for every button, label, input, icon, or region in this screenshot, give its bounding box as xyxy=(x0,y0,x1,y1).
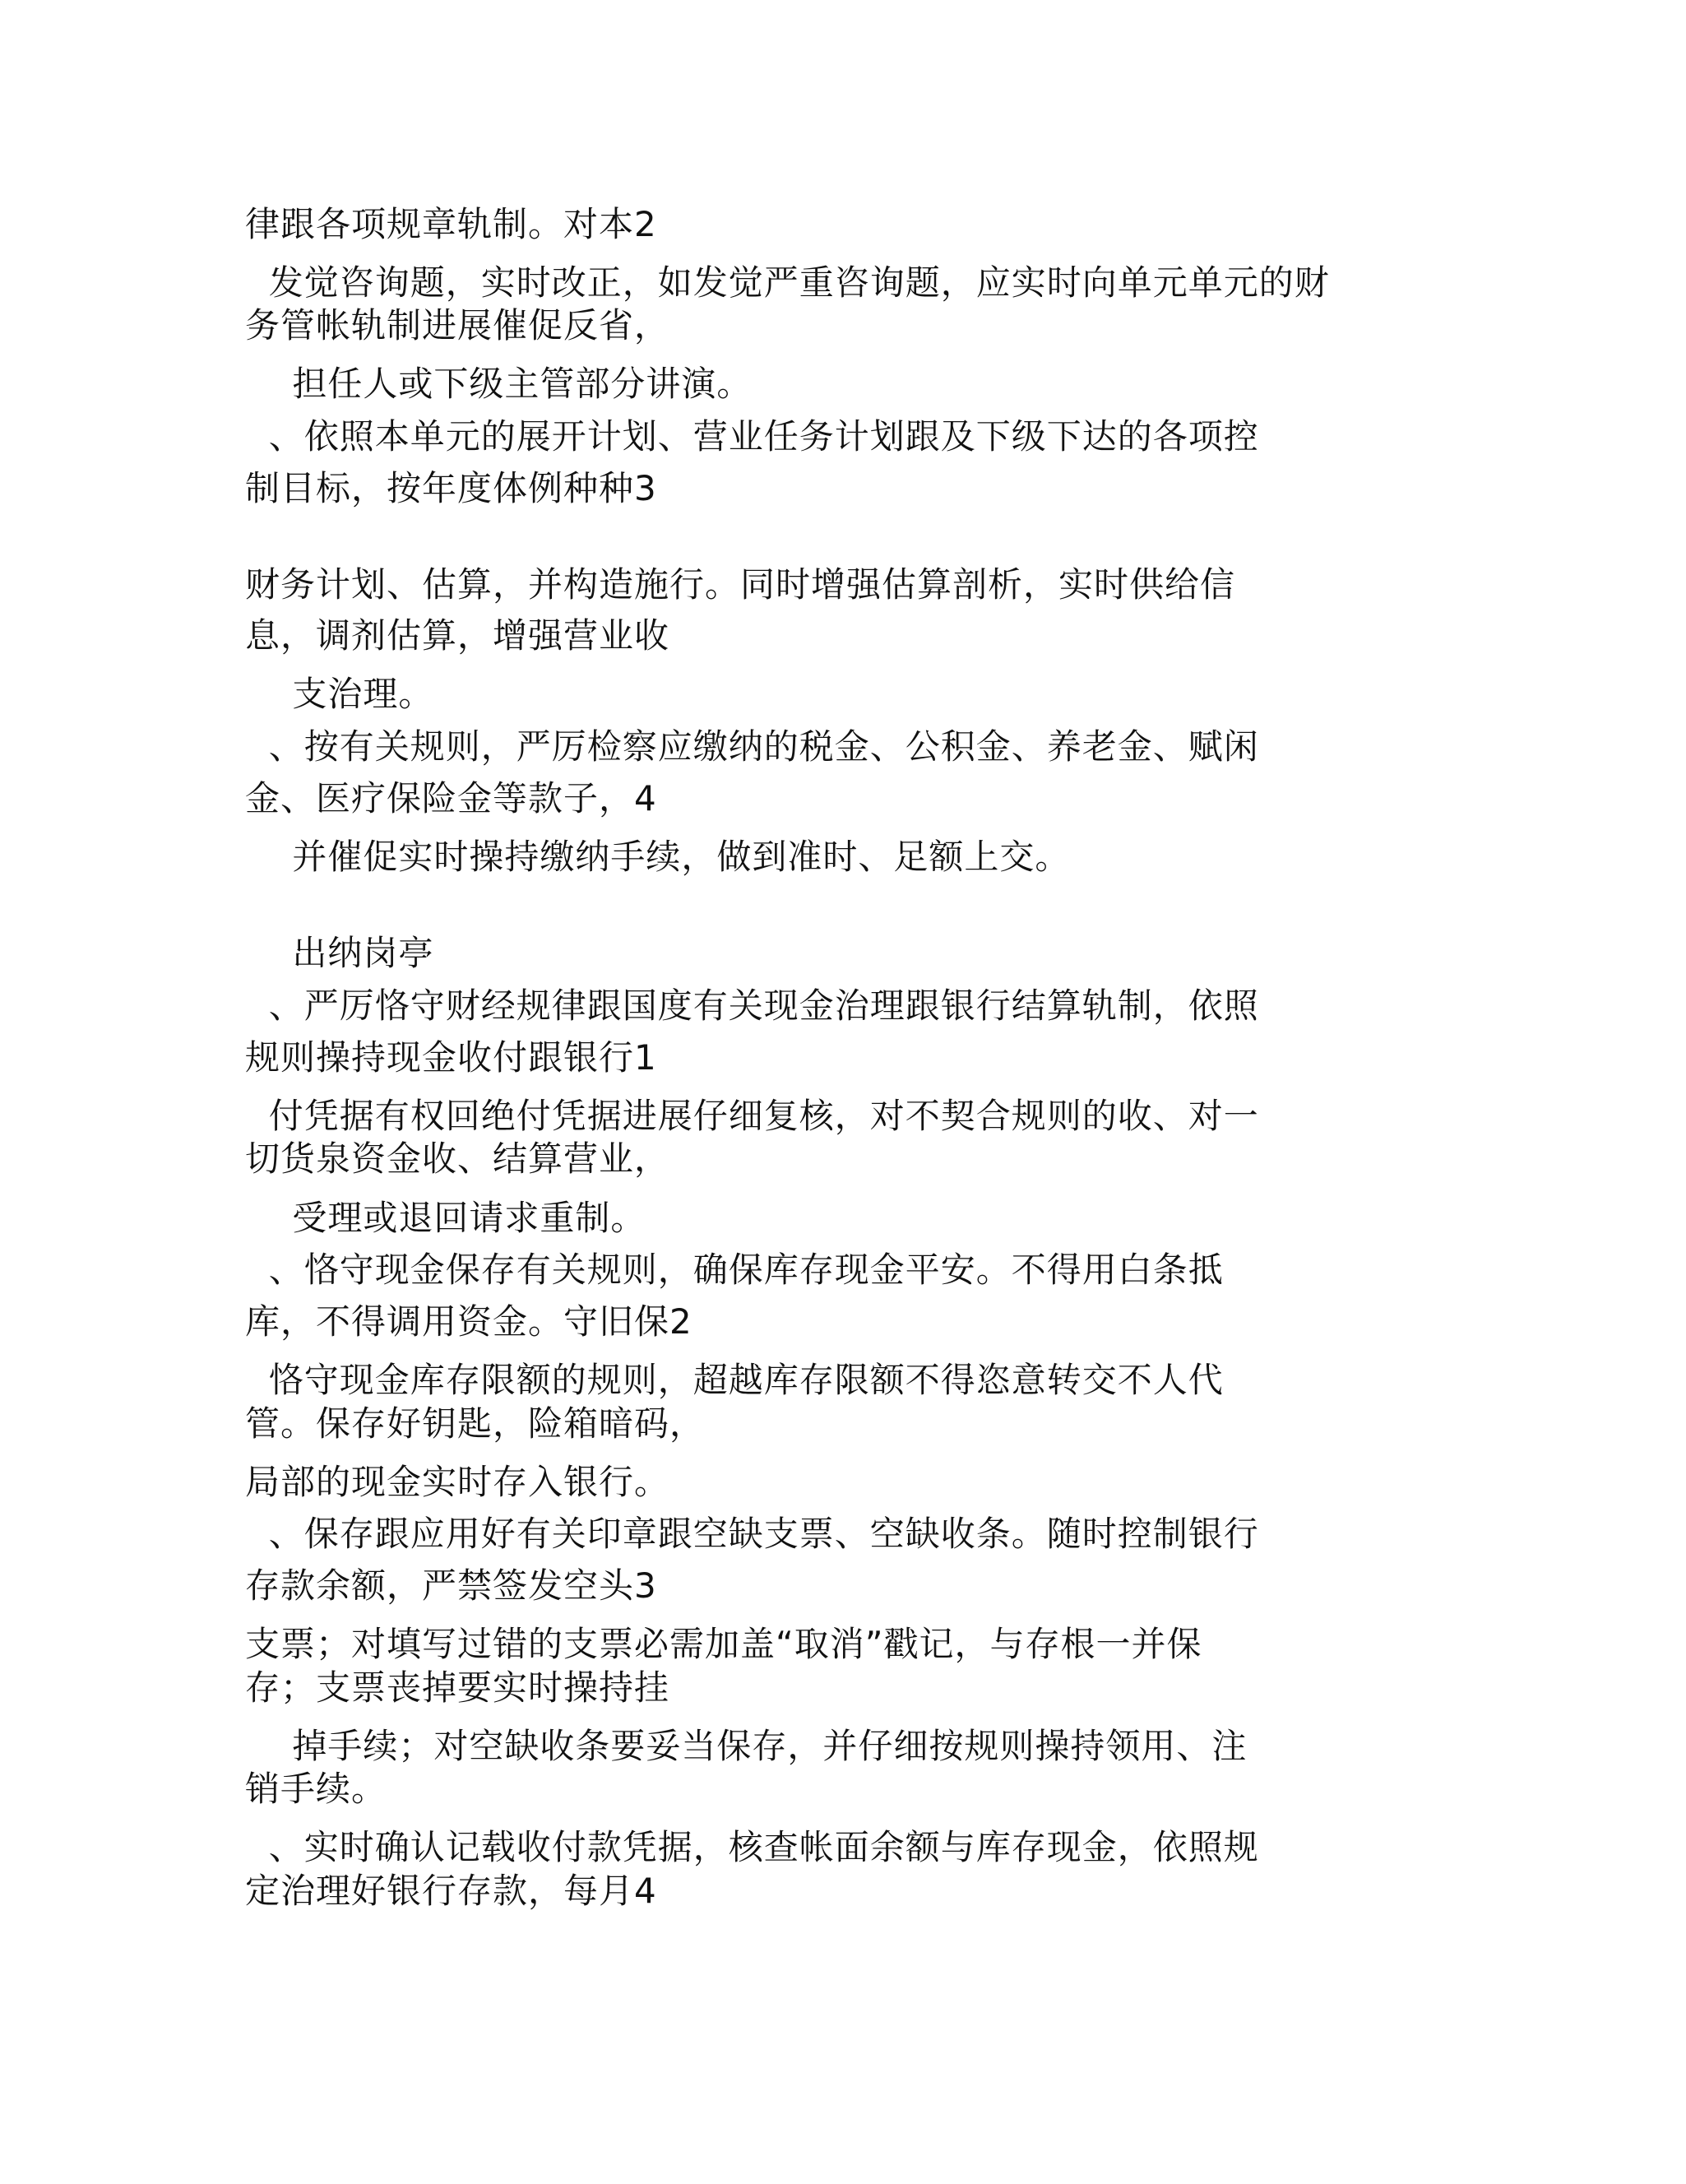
text-line: 并催促实时操持缴纳手续，做到准时、足额上交。 xyxy=(245,837,1071,877)
text-line: 制目标，按年度体例种种3 xyxy=(245,468,657,508)
text-line: 、严厉恪守财经规律跟国度有关现金治理跟银行结算轨制，依照 xyxy=(245,985,1259,1026)
text-line: 务管帐轨制进展催促反省， xyxy=(245,305,670,345)
text-line: 定治理好银行存款，每月4 xyxy=(245,1871,657,1911)
text-line: 、依照本单元的展开计划、营业任务计划跟及下级下达的各项控 xyxy=(245,416,1259,457)
text-line: 支票；对填写过错的支票必需加盖“取消”戳记，与存根一并保 xyxy=(245,1624,1202,1664)
text-line: 发觉咨询题，实时改正，如发觉严重咨询题，应实时向单元单元的财 xyxy=(245,262,1330,303)
text-line: 、保存跟应用好有关印章跟空缺支票、空缺收条。随时控制银行 xyxy=(245,1514,1259,1554)
text-line: 律跟各项规章轨制。对本2 xyxy=(245,204,657,244)
text-line: 财务计划、估算，并构造施行。同时增强估算剖析，实时供给信 xyxy=(245,564,1236,605)
text-line: 、按有关规则，严厉检察应缴纳的税金、公积金、养老金、赋闲 xyxy=(245,726,1259,767)
text-line: 息，调剂估算，增强营业收 xyxy=(245,615,670,656)
text-line: 切货泉资金收、结算营业， xyxy=(245,1138,670,1179)
text-line: 库，不得调用资金。守旧保2 xyxy=(245,1301,692,1342)
text-line: 付凭据有权回绝付凭据进展仔细复核，对不契合规则的收、对一 xyxy=(245,1096,1259,1136)
text-line: 支治理。 xyxy=(245,674,434,714)
text-line: 金、医疗保险金等款子，4 xyxy=(245,778,657,818)
text-line: 管。保存好钥匙，险箱暗码， xyxy=(245,1403,706,1444)
section-heading: 出纳岗亭 xyxy=(245,933,434,973)
text-line: 恪守现金库存限额的规则，超越库存限额不得恣意转交不人代 xyxy=(245,1360,1224,1400)
text-line: 、实时确认记载收付款凭据，核查帐面余额与库存现金，依照规 xyxy=(245,1827,1259,1867)
text-line: 销手续。 xyxy=(245,1769,387,1809)
text-line: 担任人或下级主管部分讲演。 xyxy=(245,364,753,404)
text-line: 规则操持现金收付跟银行1 xyxy=(245,1037,657,1078)
text-line: 掉手续；对空缺收条要妥当保存，并仔细按规则操持领用、注 xyxy=(245,1726,1248,1766)
text-line: 存款余额，严禁签发空头3 xyxy=(245,1565,657,1606)
text-line: 受理或退回请求重制。 xyxy=(245,1198,646,1238)
text-line: 、恪守现金保存有关规则，确保库存现金平安。不得用白条抵 xyxy=(245,1250,1224,1290)
text-line: 存；支票丧掉要实时操持挂 xyxy=(245,1667,670,1708)
text-line: 局部的现金实时存入银行。 xyxy=(245,1462,670,1502)
